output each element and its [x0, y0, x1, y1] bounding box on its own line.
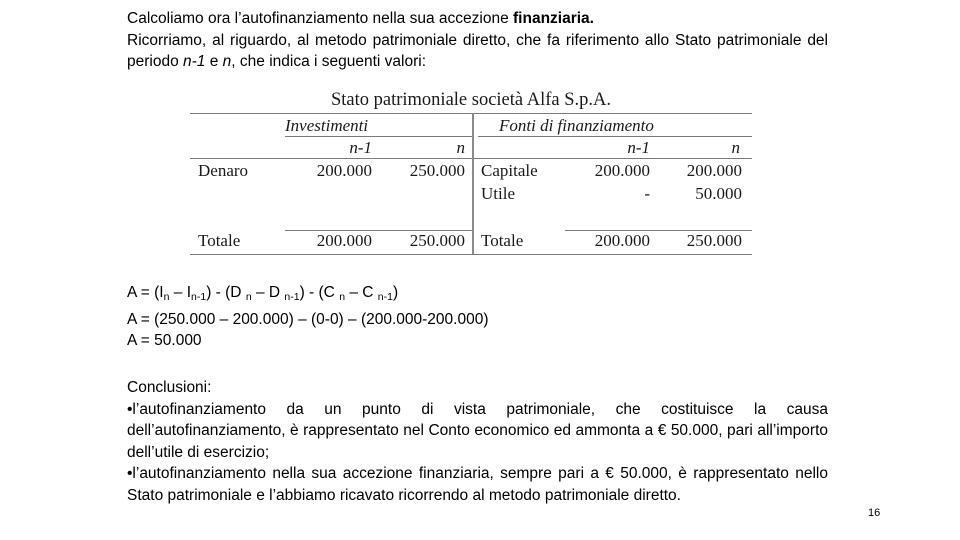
col-curr-right: n [731, 138, 740, 157]
intro-text-2: Ricorriamo, al riguardo, al metodo patrimoniale diretto, che fa riferimento allo Stato patrimoniale del periodo [127, 31, 828, 70]
conclusions-block [127, 377, 828, 506]
page-number: 16 [868, 507, 881, 519]
intro-paragraph [127, 8, 828, 73]
intro-bold-word: finanziaria. [513, 10, 594, 27]
capitale-prev: 200.000 [594, 161, 650, 180]
left-header: Investimenti [285, 116, 369, 135]
conclusions-heading: Conclusioni: [127, 379, 212, 396]
f-b: – I [169, 284, 192, 301]
formula-line-2: A = (250.000 – 200.000) – (0-0) – (200.000-200.000) [127, 310, 489, 328]
f-s4: n-1 [284, 291, 300, 303]
col-curr-left: n [456, 138, 465, 157]
table-title: Stato patrimoniale società Alfa S.p.A. [330, 90, 611, 110]
bottom-rule [190, 254, 752, 255]
subheader-rule [190, 158, 752, 159]
period-prev: n-1 [183, 53, 206, 70]
row-label-denaro: Denaro [198, 161, 249, 180]
intro-conj: e [205, 53, 223, 70]
formula-line-3: A = 50.000 [127, 332, 202, 349]
denaro-prev: 200.000 [316, 161, 372, 180]
total-label-right: Totale [481, 231, 524, 250]
capitale-curr: 200.000 [686, 161, 742, 180]
row-label-utile: Utile [481, 184, 515, 203]
intro-line-2 [127, 30, 828, 73]
total-left-curr: 250.000 [409, 231, 465, 250]
top-rule [190, 113, 752, 114]
period-curr: n [222, 53, 232, 70]
intro-text: Calcoliamo ora l’autofinanziamento nella sua accezione [127, 10, 514, 27]
total-right-curr: 250.000 [686, 231, 742, 250]
formula-line-1 [127, 282, 828, 309]
header-rule-right [478, 136, 752, 137]
f-s5: n [339, 291, 346, 303]
denaro-curr: 250.000 [409, 161, 465, 180]
col-prev-right: n-1 [627, 138, 650, 157]
total-label-left: Totale [198, 231, 241, 250]
conclusion-bullet-2: •l’autofinanziamento nella sua accezione finanziaria, sempre pari a € 50.000, è rappresentato nello Stato patrimoniale e l’abbiamo ricavato ricorrendo al metodo patrimoniale diretto. [127, 465, 828, 504]
utile-curr: 50.000 [695, 184, 742, 203]
formula-block [127, 282, 828, 352]
f-e: ) - (C [299, 284, 340, 301]
utile-prev: - [644, 184, 650, 203]
conclusion-bullet-1: •l’autofinanziamento da un punto di vista patrimoniale, che costituisce la causa dell’autofinanziamento, è rappresentato nel Conto economico ed ammonta a € 50.000, pari all’importo dell’utile di esercizio; [127, 400, 828, 461]
f-s3: n [245, 291, 252, 303]
intro-line-1 [127, 8, 828, 30]
f-g: ) [392, 284, 399, 301]
col-prev-left: n-1 [349, 138, 372, 157]
f-a: A = (I [127, 284, 164, 301]
total-right-prev: 200.000 [594, 231, 650, 250]
f-f: – C [345, 284, 378, 301]
f-s6: n-1 [377, 291, 393, 303]
f-s2: n-1 [191, 291, 207, 303]
f-d: – D [251, 284, 285, 301]
center-divider [472, 113, 474, 254]
right-header: Fonti di finanziamento [499, 116, 654, 135]
total-left-prev: 200.000 [316, 231, 372, 250]
header-rule-left [285, 136, 472, 137]
f-c: ) - (D [206, 284, 246, 301]
intro-text-end: , che indica i seguenti valori: [231, 53, 426, 70]
f-s1: n [163, 291, 170, 303]
balance-sheet-table [190, 88, 752, 258]
row-label-capitale: Capitale [481, 161, 538, 180]
